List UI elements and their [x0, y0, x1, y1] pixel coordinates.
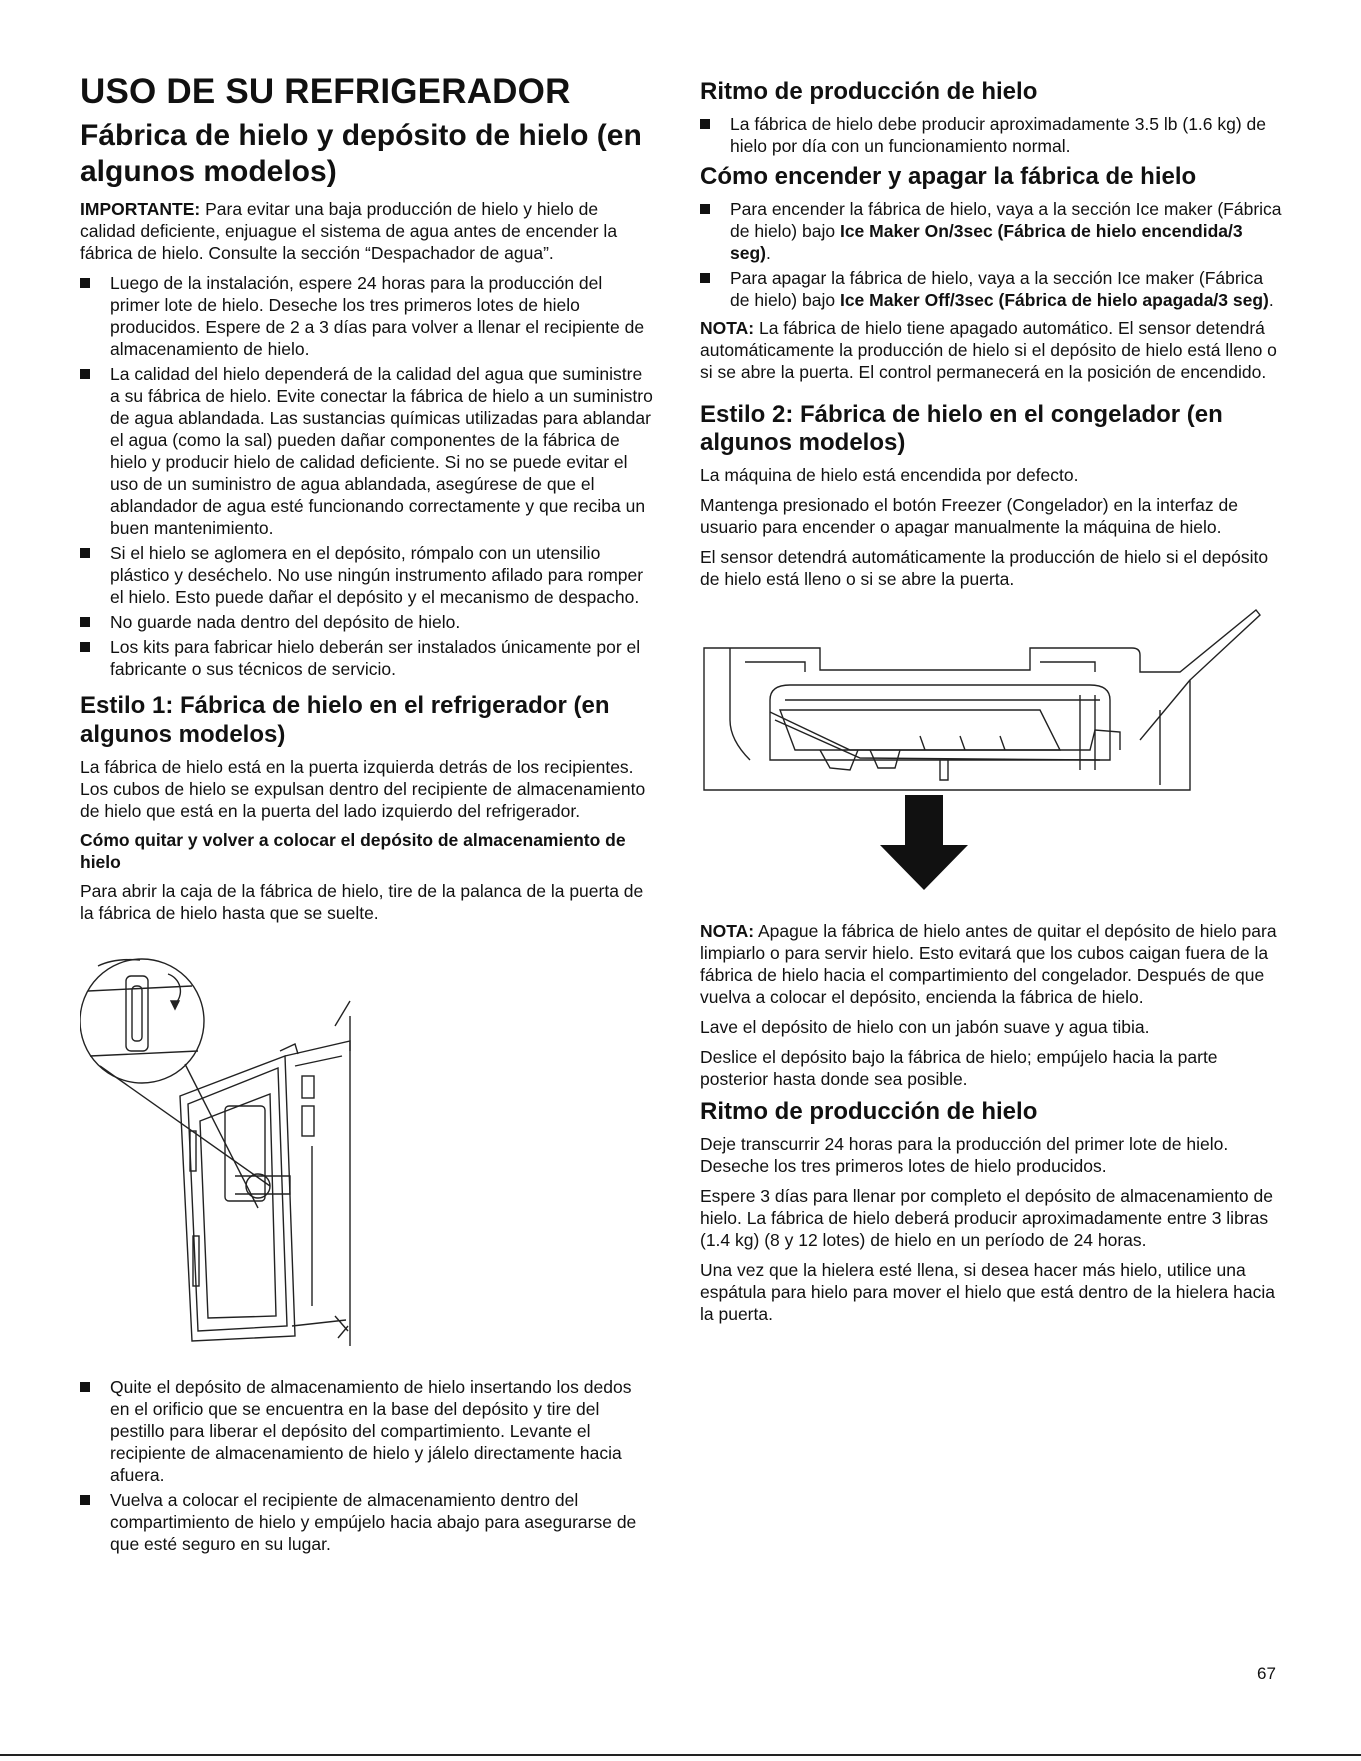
list-item: Si el hielo se aglomera en el depósito, rómpalo con un utensilio plástico y deséchelo. No use ningún instrumento afilado para romper el hielo. Esto puede dañar el depósito y el mecanismo de despacho. [80, 542, 655, 608]
turn-on-end: . [765, 242, 771, 263]
turn-off-setting: Ice Maker Off/3sec (Fábrica de hielo apagada/3 seg) [839, 289, 1269, 310]
list-item: No guarde nada dentro del depósito de hielo. [80, 611, 655, 633]
section-title-ice-maker: Fábrica de hielo y depósito de hielo (en algunos modelos) [80, 119, 642, 189]
slide-text: Deslice el depósito bajo la fábrica de hielo; empújelo hacia la parte posterior hasta donde sea posible. [700, 1047, 1218, 1090]
list-item: Vuelva a colocar el recipiente de almacenamiento dentro del compartimiento de hielo y empújelo hacia abajo para asegurarse de que esté seguro en su lugar. [80, 1489, 655, 1555]
left-column [80, 72, 655, 1561]
on-off-title: Cómo encender y apagar la fábrica de hielo [700, 162, 1197, 190]
wash-text: Lave el depósito de hielo con un jabón suave y agua tibia. [700, 1017, 1150, 1038]
list-item-turn-on [700, 198, 1285, 264]
rate2-title: Ritmo de producción de hielo [700, 1098, 1038, 1126]
list-item-turn-off [700, 267, 1285, 311]
remove-bin-title: Cómo quitar y volver a colocar el depósito de almacenamiento de hielo [80, 829, 626, 872]
style2-title: Estilo 2: Fábrica de hielo en el congelador (en algunos modelos) [700, 400, 1223, 457]
list-item: La calidad del hielo dependerá de la calidad del agua que suministre a su fábrica de hielo. Evite conectar la fábrica de hielo a un suministro de agua ablandada. Las sustancias químicas utilizadas para ablandar el agua (como la sal) pueden dañar componentes de la fábrica de hielo y producir hielo de calidad deficiente. Si no se puede evitar el uso de un suministro de agua ablandada, asegúrese de que el ablandador de agua esté funcionando correctamente y que reciba un buen mantenimiento. [80, 363, 655, 539]
turn-on-setting: Ice Maker On/3sec (Fábrica de hielo encendida/3 seg) [730, 220, 1243, 263]
note-label: NOTA: [700, 317, 755, 338]
style1-title: Estilo 1: Fábrica de hielo en el refrigerador (en algunos modelos) [80, 692, 610, 749]
remove-bin-text: Para abrir la caja de la fábrica de hielo, tire de la palanca de la puerta de la fábrica de hielo hasta que se suelte. [80, 880, 644, 923]
freezer-ice-bin-illustration [700, 600, 1270, 900]
rate-title: Ritmo de producción de hielo [700, 78, 1038, 105]
note-auto-off [700, 317, 1285, 383]
important-text: Para evitar una baja producción de hielo y hielo de calidad deficiente, enjuague el sistema de agua antes de encender la fábrica de hielo. Consulte la sección “Despachador de agua”. [80, 199, 618, 264]
bottom-rule [0, 1754, 1361, 1756]
style2-paragraph: Mantenga presionado el botón Freezer (Congelador) en la interfaz de usuario para encender o apagar manualmente la máquina de hielo. [700, 495, 1238, 538]
style1-text: La fábrica de hielo está en la puerta izquierda detrás de los recipientes. Los cubos de hielo se expulsan dentro del recipiente de almacenamiento de hielo que está en la puerta del lado izquierdo del refrigerador. [80, 756, 646, 821]
list-item: Luego de la instalación, espere 24 horas para la producción del primer lote de hielo. Deseche los tres primeros lotes de hielo producidos. Espere de 2 a 3 días para volver a llenar el recipiente de almacenamiento de hielo. [80, 272, 655, 360]
note-text: Apague la fábrica de hielo antes de quitar el depósito de hielo para limpiarlo o para servir hielo. Esto evitará que los cubos caigan fuera de la fábrica de hielo hacia el compartimiento del congelador. Después de que vuelva a colocar el depósito, encienda la fábrica de hielo. [700, 921, 1277, 1008]
style2-paragraph: La máquina de hielo está encendida por defecto. [700, 465, 1079, 486]
turn-off-end: . [1268, 289, 1274, 310]
rate2-paragraph: Espere 3 días para llenar por completo el depósito de almacenamiento de hielo. La fábrica de hielo deberá producir aproximadamente entre 3 libras (1.4 kg) (8 y 12 lotes) de hielo en un período de 24 horas. [700, 1185, 1273, 1250]
refrigerator-door-ice-bin-illustration [80, 946, 410, 1366]
rate2-paragraph: Deje transcurrir 24 horas para la producción del primer lote de hielo. Deseche los tres primeros lotes de hielo producidos. [700, 1133, 1229, 1176]
turn-on-text: Para encender la fábrica de hielo, vaya a la sección Ice maker (Fábrica de hielo) bajo [730, 198, 1282, 241]
list-item: Quite el depósito de almacenamiento de hielo insertando los dedos en el orificio que se encuentra en la base del depósito y tire del pestillo para liberar el depósito del compartimiento. Levante el recipiente de almacenamiento de hielo y jálelo directamente hacia afuera. [80, 1376, 655, 1486]
rate2-paragraph: Una vez que la hielera esté llena, si desea hacer más hielo, utilice una espátula para hielo para mover el hielo que está dentro de la hielera hacia la puerta. [700, 1259, 1275, 1324]
turn-off-text: Para apagar la fábrica de hielo, vaya a la sección Ice maker (Fábrica de hielo) bajo [730, 267, 1264, 310]
page-number: 67 [1257, 1664, 1276, 1683]
rate-list [700, 113, 1285, 157]
important-label: IMPORTANTE: [80, 199, 201, 220]
note-text: La fábrica de hielo tiene apagado automático. El sensor detendrá automáticamente la producción de hielo si el depósito de hielo está lleno o si se abre la puerta. El control permanecerá en la posición de encendido. [700, 317, 1277, 382]
list-item: La fábrica de hielo debe producir aproximadamente 3.5 lb (1.6 kg) de hielo por día con un funcionamiento normal. [700, 113, 1285, 157]
page-title: USO DE SU REFRIGERADOR [80, 72, 571, 111]
right-column [700, 78, 1285, 1333]
list-item: Los kits para fabricar hielo deberán ser instalados únicamente por el fabricante o sus técnicos de servicio. [80, 636, 655, 680]
style2-paragraph: El sensor detendrá automáticamente la producción de hielo si el depósito de hielo está lleno o si se abre la puerta. [700, 547, 1269, 590]
on-off-list [700, 198, 1285, 311]
note-remove-bin [700, 920, 1285, 1008]
note-label: NOTA: [700, 921, 755, 942]
remove-bin-steps [80, 1376, 655, 1555]
important-paragraph [80, 198, 655, 264]
ice-tips-list [80, 272, 655, 680]
